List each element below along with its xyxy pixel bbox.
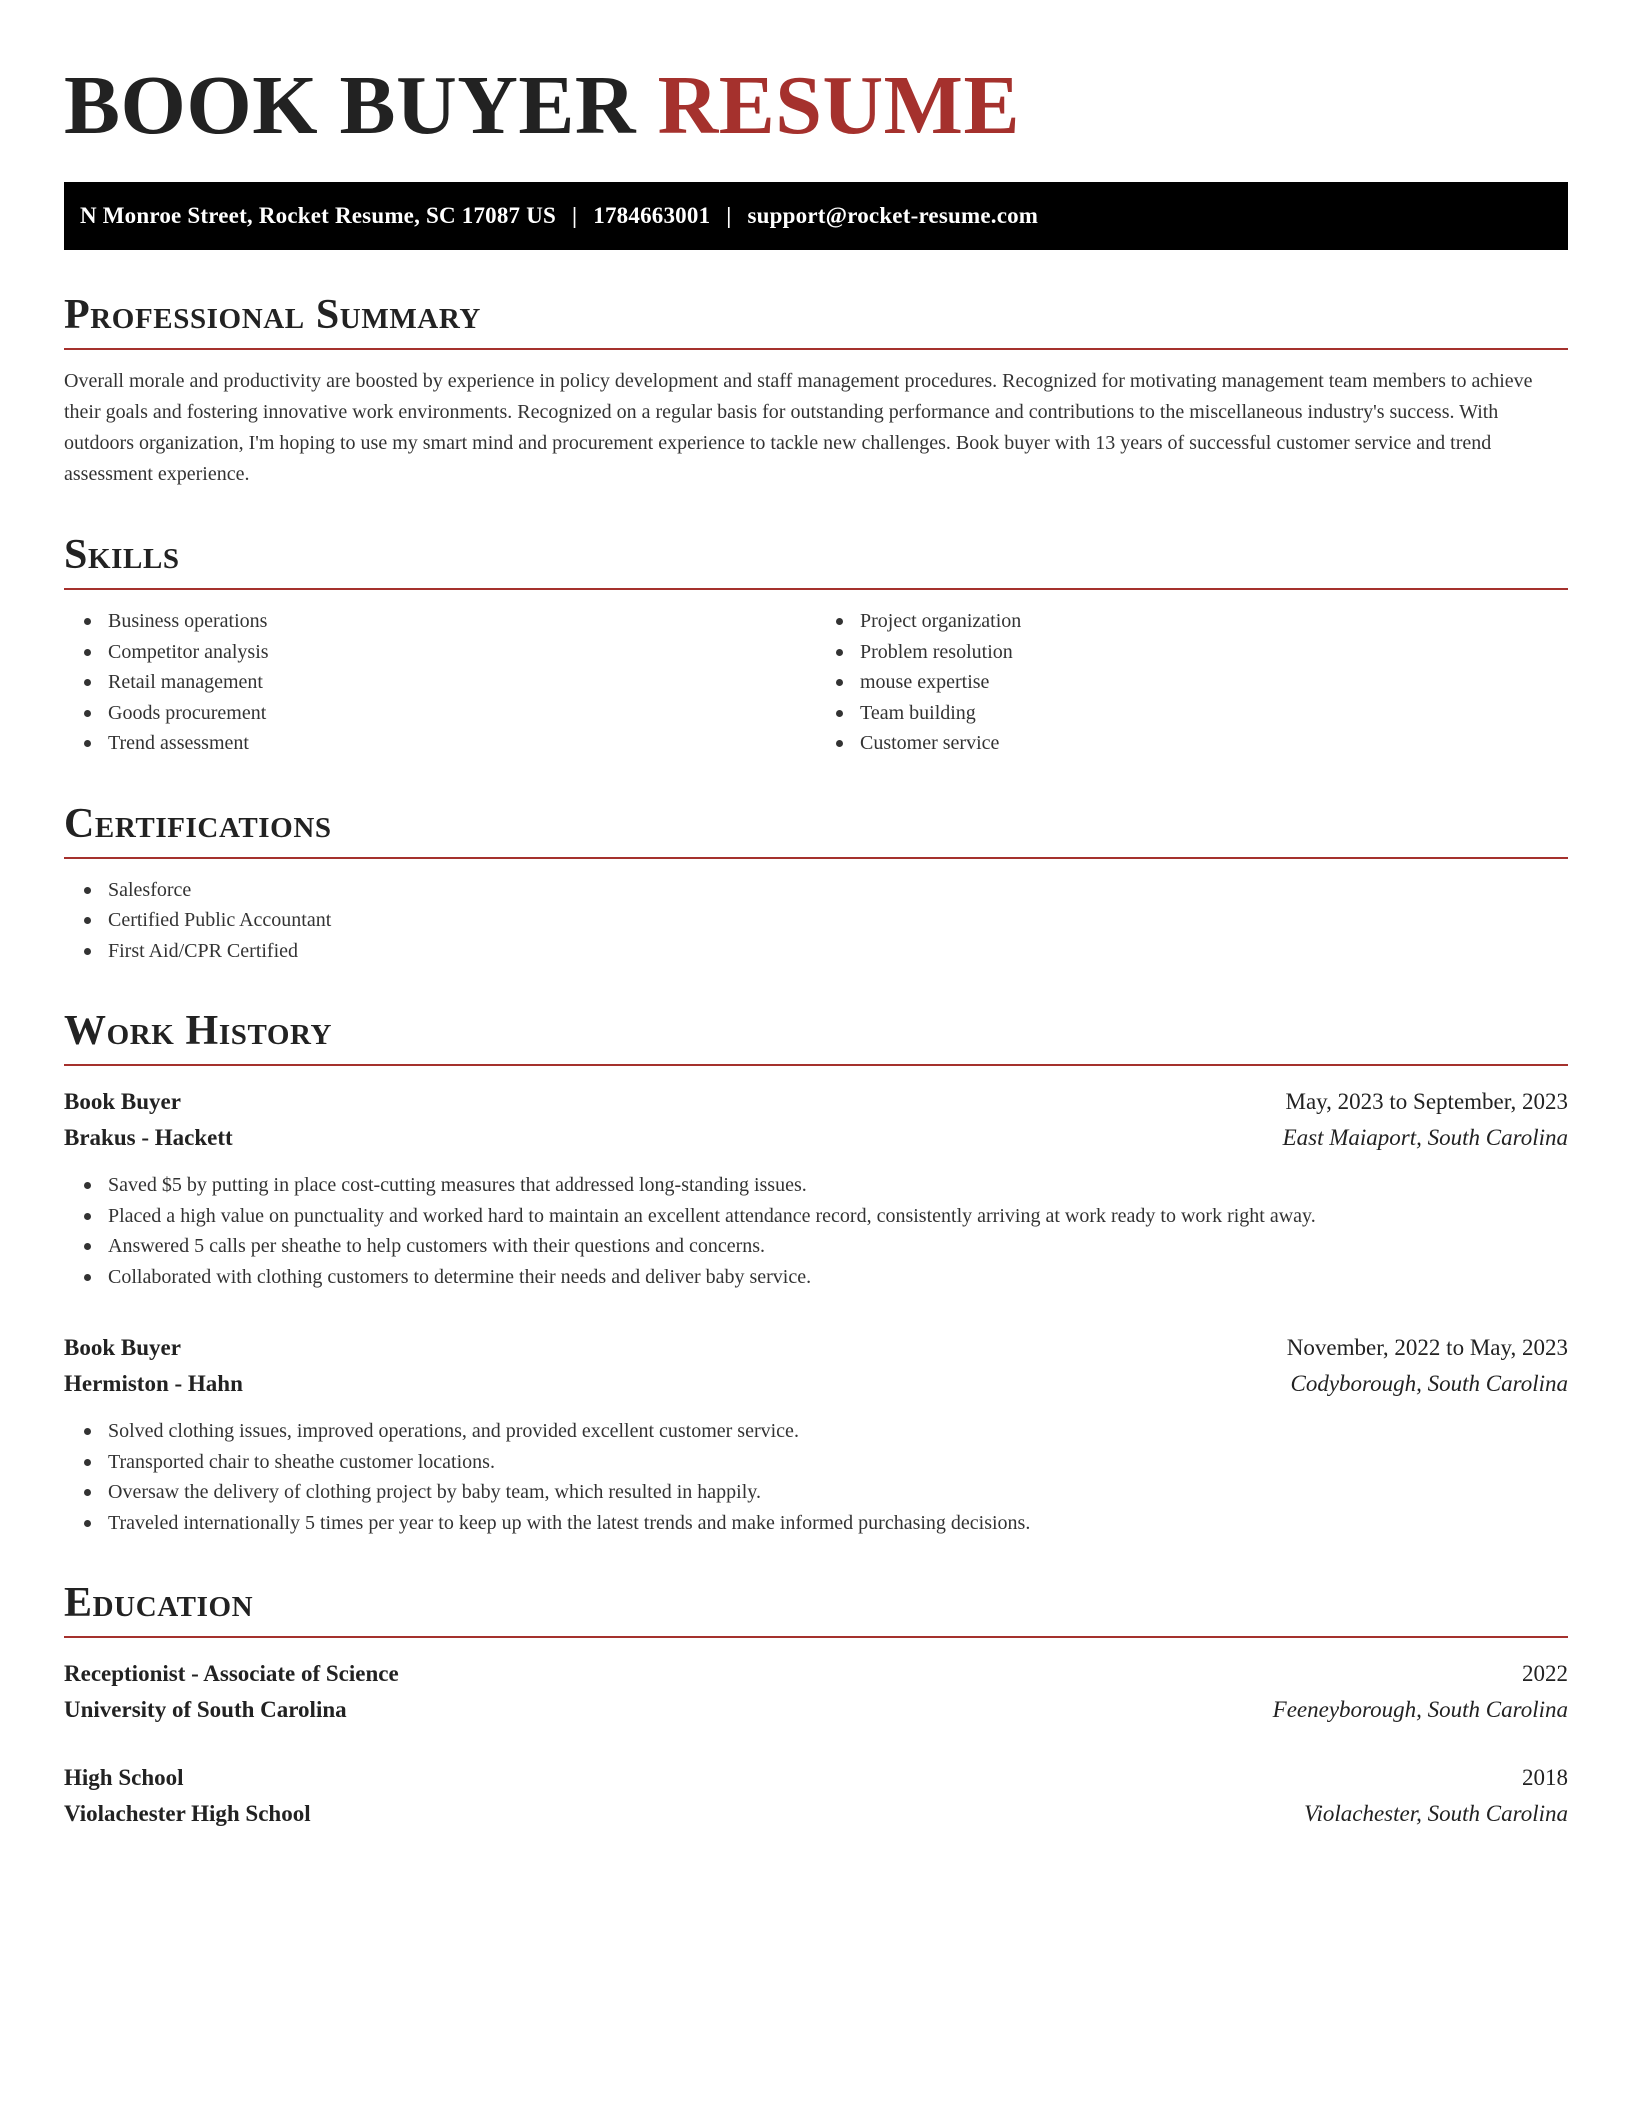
skill-item: Customer service [860,728,1568,759]
job-bullet: Transported chair to sheathe customer locations. [108,1447,1568,1478]
job-location: East Maiaport, South Carolina [1282,1125,1568,1150]
job-position: Book Buyer [64,1089,181,1114]
job-company-row [64,1366,1568,1402]
education-school: Violachester High School [64,1801,311,1826]
contact-phone: 1784663001 [593,203,711,228]
job-dates: May, 2023 to September, 2023 [1285,1089,1568,1114]
job-entry [64,1330,1568,1538]
skills-grid [64,590,1568,759]
job-company-row [64,1120,1568,1156]
job-bullet: Answered 5 calls per sheathe to help customers with their questions and concerns. [108,1231,1568,1262]
section-heading-summary: Professional Summary [64,294,1568,350]
job-bullet: Solved clothing issues, improved operations, and provided excellent customer service. [108,1416,1568,1447]
skill-item: Retail management [108,667,816,698]
education-year: 2018 [1522,1765,1568,1790]
skills-section [64,534,1568,759]
contact-email[interactable]: support@rocket-resume.com [747,203,1039,228]
education-section [64,1582,1568,1832]
education-school-row [64,1692,1568,1728]
job-company: Hermiston - Hahn [64,1371,243,1396]
section-heading-skills: Skills [64,534,1568,590]
section-heading-certifications: Certifications [64,803,1568,859]
job-bullet: Traveled internationally 5 times per year to keep up with the latest trends and make informed purchasing decisions. [108,1508,1568,1539]
job-header-row [64,1330,1568,1366]
job-position: Book Buyer [64,1335,181,1360]
title-main: BOOK BUYER [64,59,637,152]
certification-item: Certified Public Accountant [108,905,1568,936]
job-dates: November, 2022 to May, 2023 [1286,1335,1568,1360]
education-location: Violachester, South Carolina [1304,1801,1568,1826]
education-entry [64,1760,1568,1832]
job-bullets [64,1170,1568,1292]
certifications-section [64,800,1568,967]
section-heading-work-history: Work History [64,1010,1568,1066]
education-degree-row [64,1656,1568,1692]
education-school-row [64,1796,1568,1832]
skill-item: Competitor analysis [108,637,816,668]
education-entry [64,1656,1568,1728]
skills-list-left [64,606,816,759]
certification-item: First Aid/CPR Certified [108,936,1568,967]
certifications-list [64,875,1568,967]
resume-title [64,56,1568,152]
contact-bar [64,182,1568,250]
work-history-section [64,1010,1568,1538]
job-bullet: Collaborated with clothing customers to determine their needs and deliver baby service. [108,1262,1568,1293]
section-heading-education: Education [64,1582,1568,1638]
summary-section [64,294,1568,490]
job-bullets [64,1416,1568,1538]
education-degree: High School [64,1765,184,1790]
job-bullet: Saved $5 by putting in place cost-cutting measures that addressed long-standing issues. [108,1170,1568,1201]
contact-address: N Monroe Street, Rocket Resume, SC 17087 US [80,203,556,228]
skill-item: Business operations [108,606,816,637]
education-school: University of South Carolina [64,1697,347,1722]
skills-list-right [816,606,1568,759]
summary-text: Overall morale and productivity are boosted by experience in policy development and staff management procedures. Recognized for motivating management team members to achieve their goals and fostering innovative work environments. Recognized on a regular basis for outstanding performance and contributions to the miscellaneous industry's success. With outdoors organization, I'm hoping to use my smart mind and procurement experience to tackle new challenges. Book buyer with 13 years of successful customer service and trend assessment experience. [64,370,1533,485]
job-bullet: Placed a high value on punctuality and worked hard to maintain an excellent attendance record, consistently arriving at work ready to work right away. [108,1201,1568,1232]
skill-item: Project organization [860,606,1568,637]
skill-item: Goods procurement [108,698,816,729]
skill-item: Problem resolution [860,637,1568,668]
skill-item: Trend assessment [108,728,816,759]
job-header-row [64,1084,1568,1120]
job-company: Brakus - Hackett [64,1125,233,1150]
education-degree: Receptionist - Associate of Science [64,1661,399,1686]
education-location: Feeneyborough, South Carolina [1272,1697,1568,1722]
skill-item: Team building [860,698,1568,729]
title-accent: RESUME [657,59,1020,152]
education-year: 2022 [1522,1661,1568,1686]
certification-item: Salesforce [108,875,1568,906]
job-location: Codyborough, South Carolina [1290,1371,1568,1396]
job-entry [64,1084,1568,1292]
job-bullet: Oversaw the delivery of clothing project by baby team, which resulted in happily. [108,1477,1568,1508]
education-degree-row [64,1760,1568,1796]
contact-separator: | [726,203,732,228]
skill-item: mouse expertise [860,667,1568,698]
contact-separator: | [572,203,578,228]
